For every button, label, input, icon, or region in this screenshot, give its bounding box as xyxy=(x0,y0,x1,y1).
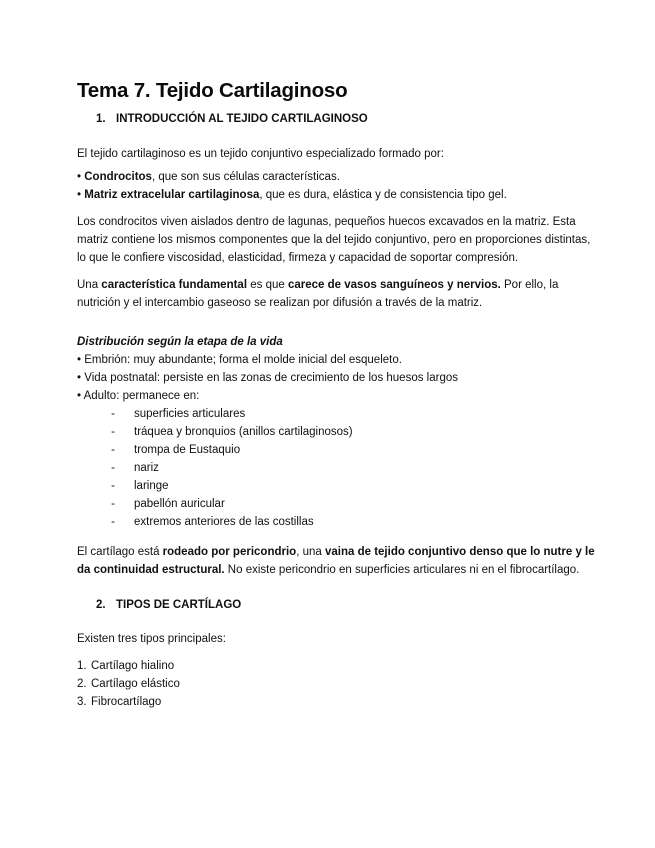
text-run: Por ello, la nutrición y el intercambio gaseoso se realizan por difusión a través de la matriz. xyxy=(77,279,559,309)
page-title: Tema 7. Tejido Cartilaginoso xyxy=(77,79,348,102)
item-number: 3. xyxy=(77,696,87,708)
dash: - xyxy=(111,462,115,474)
bullet: • xyxy=(77,354,82,366)
distribution-text: Adulto: permanece en: xyxy=(83,390,200,402)
section-number: 2. xyxy=(96,599,106,611)
section-label: TIPOS DE CARTÍLAGO xyxy=(116,599,242,611)
feature-paragraph xyxy=(77,276,595,312)
component-desc: , que son sus células características. xyxy=(151,171,340,183)
component-item xyxy=(77,186,595,204)
types-intro: Existen tres tipos principales: xyxy=(77,633,226,645)
distribution-text: Embrión: muy abundante; forma el molde inicial del esqueleto. xyxy=(84,354,402,366)
distribution-heading: Distribución según la etapa de la vida xyxy=(77,336,283,348)
location-text: tráquea y bronquios (anillos cartilaginosos) xyxy=(134,426,353,438)
bold-run: vaina de tejido conjuntivo denso que lo nutre y le da continuidad estructural. xyxy=(77,546,595,576)
distribution-text: Vida postnatal: persiste en las zonas de crecimiento de los huesos largos xyxy=(84,372,458,384)
list-item xyxy=(77,693,595,711)
location-text: laringe xyxy=(134,480,169,492)
item-number: 1. xyxy=(77,660,87,672)
intro-paragraph: El tejido cartilaginoso es un tejido conjuntivo especializado formado por: xyxy=(77,148,444,160)
distribution-item xyxy=(77,387,595,405)
component-term: Condrocitos xyxy=(84,171,152,183)
text-run: es que xyxy=(247,279,288,291)
text-run: El cartílago está xyxy=(77,546,163,558)
section-heading-types xyxy=(96,597,595,613)
list-item xyxy=(77,459,595,477)
component-item xyxy=(77,168,595,186)
location-text: trompa de Eustaquio xyxy=(134,444,241,456)
location-text: pabellón auricular xyxy=(134,498,225,510)
dash: - xyxy=(111,516,115,528)
location-text: extremos anteriores de las costillas xyxy=(134,516,314,528)
adult-locations-list xyxy=(77,405,595,531)
list-item xyxy=(77,441,595,459)
list-item xyxy=(77,675,595,693)
bullet: • xyxy=(77,372,82,384)
text-run: No existe pericondrio en superficies articulares ni en el fibrocartílago. xyxy=(224,564,580,576)
bold-run: rodeado por pericondrio xyxy=(162,546,297,558)
text-run: , una xyxy=(296,546,325,558)
section-heading-intro xyxy=(96,111,595,127)
dash: - xyxy=(111,408,115,420)
location-text: nariz xyxy=(134,462,159,474)
section-label: INTRODUCCIÓN AL TEJIDO CARTILAGINOSO xyxy=(116,113,368,125)
dash: - xyxy=(111,426,115,438)
bullet: • xyxy=(77,390,82,402)
bold-run: carece de vasos sanguíneos y nervios. xyxy=(287,279,501,291)
location-text: superficies articulares xyxy=(134,408,246,420)
list-item xyxy=(77,513,595,531)
list-item xyxy=(77,495,595,513)
dash: - xyxy=(111,480,115,492)
text-run: Una xyxy=(77,279,102,291)
list-item xyxy=(77,477,595,495)
type-text: Cartílago elástico xyxy=(91,678,180,690)
dash: - xyxy=(111,498,115,510)
component-desc: , que es dura, elástica y de consistencia tipo gel. xyxy=(259,189,507,201)
pericondrio-paragraph xyxy=(77,543,595,579)
section-number: 1. xyxy=(96,113,106,125)
dash: - xyxy=(111,444,115,456)
type-text: Fibrocartílago xyxy=(91,696,162,708)
distribution-item xyxy=(77,369,595,387)
bold-run: característica fundamental xyxy=(101,279,248,291)
component-term: Matriz extracelular cartilaginosa xyxy=(84,189,260,201)
distribution-item xyxy=(77,351,595,369)
types-list xyxy=(77,657,595,711)
condrocitos-paragraph: Los condrocitos viven aislados dentro de lagunas, pequeños huecos excavados en la matriz. Esta matriz contiene los mismos componentes que la del tejido conjuntivo, pero en proporciones distintas, lo que le confiere viscosidad, elasticidad, firmeza y capacidad de soportar compresión. xyxy=(77,216,591,264)
bullet: • xyxy=(77,171,82,183)
list-item xyxy=(77,423,595,441)
item-number: 2. xyxy=(77,678,87,690)
list-item xyxy=(77,657,595,675)
type-text: Cartílago hialino xyxy=(91,660,175,672)
list-item xyxy=(77,405,595,423)
bullet: • xyxy=(77,189,82,201)
